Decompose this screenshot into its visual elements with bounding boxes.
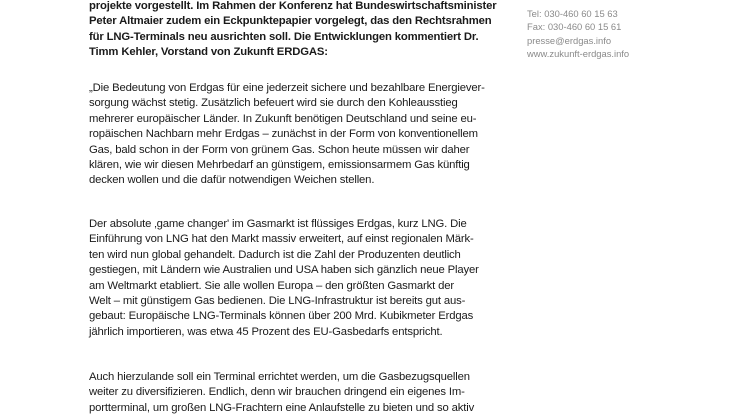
- contact-sidebar: [527, 7, 737, 60]
- quote-paragraph-3: [89, 370, 514, 416]
- body-line: „Die Bedeutung von Erdgas für eine jederzeit sichere und bezahlbare Energiever-: [89, 82, 485, 94]
- body-line: Welt – mit günstigem Gas bedienen. Die LNG-Infrastruktur ist bereits gut aus-: [89, 295, 466, 308]
- contact-fax: Fax: 030-460 60 15 61: [527, 21, 622, 33]
- body-line: sorgung wächst stetig. Zusätzlich befeuert wird sie durch den Kohleausstieg: [89, 97, 458, 110]
- body-line: decken wollen und die dafür notwendigen Weichen stellen.: [89, 174, 375, 187]
- body-line: klären, wie wir diesen Mehrbedarf an günstigem, emissionsarmem Gas künftig: [89, 159, 470, 172]
- body-line: mehrerer europäischer Länder. In Zukunft benötigen Deutschland und seine eu-: [89, 112, 477, 125]
- contact-phone: Tel: 030-460 60 15 63: [527, 8, 618, 19]
- body-line: portterminal, um großen LNG-Frachtern eine Anlaufstelle zu bieten und so aktiv: [89, 401, 475, 414]
- quote-paragraph-1: [89, 81, 514, 189]
- body-line: Gas, bald schon in der Form von grünem Gas. Schon heute müssen wir daher: [89, 143, 470, 156]
- body-line: ten wird nun global gehandelt. Dadurch ist die Zahl der Produzenten deutlich: [89, 248, 461, 261]
- body-line: am Weltmarkt etabliert. Sie alle wollen Europa – den größten Gasmarkt der: [89, 279, 454, 292]
- body-line: gestiegen, mit Ländern wie Australien und USA haben sich gänzlich neue Player: [89, 264, 479, 277]
- body-line: weiter zu diversifizieren. Endlich, denn wir brauchen dringend ein eigenes Im-: [89, 386, 465, 399]
- contact-website-link[interactable]: www.zukunft-erdgas.info: [527, 47, 630, 59]
- lead-paragraph: [89, 0, 514, 61]
- lead-line: für LNG-Terminals neu ausrichten soll. Die Entwicklungen kommentiert Dr.: [89, 30, 479, 43]
- body-line: Der absolute ‚game changer' im Gasmarkt ist flüssiges Erdgas, kurz LNG. Die: [89, 218, 467, 230]
- body-line: gebaut: Europäische LNG-Terminals können über 200 Mrd. Kubikmeter Erdgas: [89, 310, 474, 323]
- contact-email-link[interactable]: presse@erdgas.info: [527, 34, 612, 46]
- lead-line: projekte vorgestellt. Im Rahmen der Konferenz hat Bundeswirtschaftsminister: [89, 0, 497, 12]
- body-line: jährlich importieren, was etwa 45 Prozent des EU-Gasbedarfs entspricht.: [89, 325, 443, 338]
- lead-line: Timm Kehler, Vorstand von Zukunft ERDGAS:: [89, 46, 328, 59]
- body-line: Auch hierzulande soll ein Terminal errichtet werden, um die Gasbezugsquellen: [89, 371, 470, 383]
- lead-line: Peter Altmaier zudem ein Eckpunktepapier vorgelegt, das den Rechtsrahmen: [89, 15, 492, 28]
- quote-paragraph-2: [89, 217, 514, 340]
- body-line: ropäischen Nachbarn mehr Erdgas – zunächst in der Form von konventionellem: [89, 128, 478, 141]
- body-line: Einführung von LNG hat den Markt massiv erweitert, auf einst regionalen Märk-: [89, 233, 474, 246]
